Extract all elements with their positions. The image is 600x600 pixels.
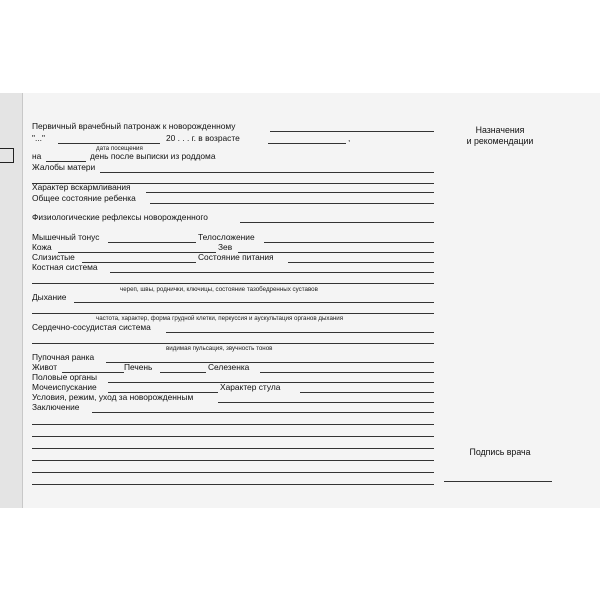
input-line[interactable] xyxy=(110,272,434,273)
input-line[interactable] xyxy=(100,172,434,173)
input-line[interactable] xyxy=(58,143,160,144)
input-line[interactable] xyxy=(264,242,434,243)
input-line[interactable] xyxy=(108,242,196,243)
bones-caption: череп, швы, роднички, ключицы, состояние тазобедренных суставов xyxy=(120,286,318,293)
comma: , xyxy=(348,133,351,143)
input-line[interactable] xyxy=(268,143,346,144)
input-line[interactable] xyxy=(260,372,434,373)
throat-label: Зев xyxy=(218,242,233,252)
breathing-caption: частота, характер, форма грудной клетки, перкуссия и аускультация органов дыхания xyxy=(96,315,344,322)
input-line[interactable] xyxy=(240,222,434,223)
input-line[interactable] xyxy=(92,412,434,413)
mucosa-label: Слизистые xyxy=(32,252,75,262)
recommendations-heading-line1: Назначения xyxy=(475,125,525,135)
input-line[interactable] xyxy=(270,131,434,132)
year-label: 20 . . . г. в возрасте xyxy=(166,133,240,143)
input-line[interactable] xyxy=(74,302,434,303)
edge-stub-line xyxy=(0,162,14,163)
form-title: Первичный врачебный патронаж к новорожденному xyxy=(32,121,236,131)
general-state-label: Общее состояние ребенка xyxy=(32,193,136,203)
conclusion-label: Заключение xyxy=(32,402,80,412)
liver-label: Печень xyxy=(124,362,153,372)
cardio-label: Сердечно-сосудистая система xyxy=(32,322,151,332)
input-line[interactable] xyxy=(32,283,434,284)
urination-label: Мочеиспускание xyxy=(32,382,97,392)
breathing-label: Дыхание xyxy=(32,292,67,302)
date-quote: "..." xyxy=(32,133,45,143)
input-line[interactable] xyxy=(150,203,434,204)
input-line[interactable] xyxy=(146,192,434,193)
recommendations-heading xyxy=(440,125,560,147)
visit-date-caption: дата посещения xyxy=(96,145,143,152)
stool-label: Характер стула xyxy=(220,382,281,392)
skin-label: Кожа xyxy=(32,242,52,252)
input-line[interactable] xyxy=(300,392,434,393)
input-line[interactable] xyxy=(32,424,434,425)
cardio-caption: видимая пульсация, звучность тонов xyxy=(166,345,273,352)
edge-stub-line xyxy=(0,148,14,149)
genitals-label: Половые органы xyxy=(32,372,98,382)
input-line[interactable] xyxy=(288,262,434,263)
recommendations-heading-line2: и рекомендации xyxy=(466,136,534,146)
signature-line[interactable] xyxy=(444,481,552,482)
reflexes-label: Физиологические рефлексы новорожденного xyxy=(32,212,208,222)
input-line[interactable] xyxy=(106,362,434,363)
input-line[interactable] xyxy=(58,252,216,253)
feeding-label: Характер вскармливания xyxy=(32,182,131,192)
build-label: Телосложение xyxy=(198,232,255,242)
input-line[interactable] xyxy=(32,484,434,485)
input-line[interactable] xyxy=(32,448,434,449)
previous-page-edge xyxy=(0,93,23,508)
input-line[interactable] xyxy=(82,262,196,263)
input-line[interactable] xyxy=(32,472,434,473)
doctor-signature-label: Подпись врача xyxy=(469,447,531,457)
belly-label: Живот xyxy=(32,362,58,372)
input-line[interactable] xyxy=(218,402,434,403)
input-line[interactable] xyxy=(32,436,434,437)
input-line[interactable] xyxy=(32,460,434,461)
spleen-label: Селезенка xyxy=(208,362,250,372)
complaints-label: Жалобы матери xyxy=(32,162,96,172)
navel-label: Пупочная ранка xyxy=(32,352,95,362)
input-line[interactable] xyxy=(32,343,434,344)
muscle-tone-label: Мышечный тонус xyxy=(32,232,100,242)
edge-stub-line xyxy=(13,148,14,162)
input-line[interactable] xyxy=(160,372,206,373)
input-line[interactable] xyxy=(32,313,434,314)
conditions-label: Условия, режим, уход за новорожденным xyxy=(32,392,194,402)
na-label: на xyxy=(32,151,42,161)
nutrition-label: Состояние питания xyxy=(198,252,274,262)
input-line[interactable] xyxy=(166,332,434,333)
bones-label: Костная система xyxy=(32,262,98,272)
day-after-label: день после выписки из роддома xyxy=(90,151,216,161)
